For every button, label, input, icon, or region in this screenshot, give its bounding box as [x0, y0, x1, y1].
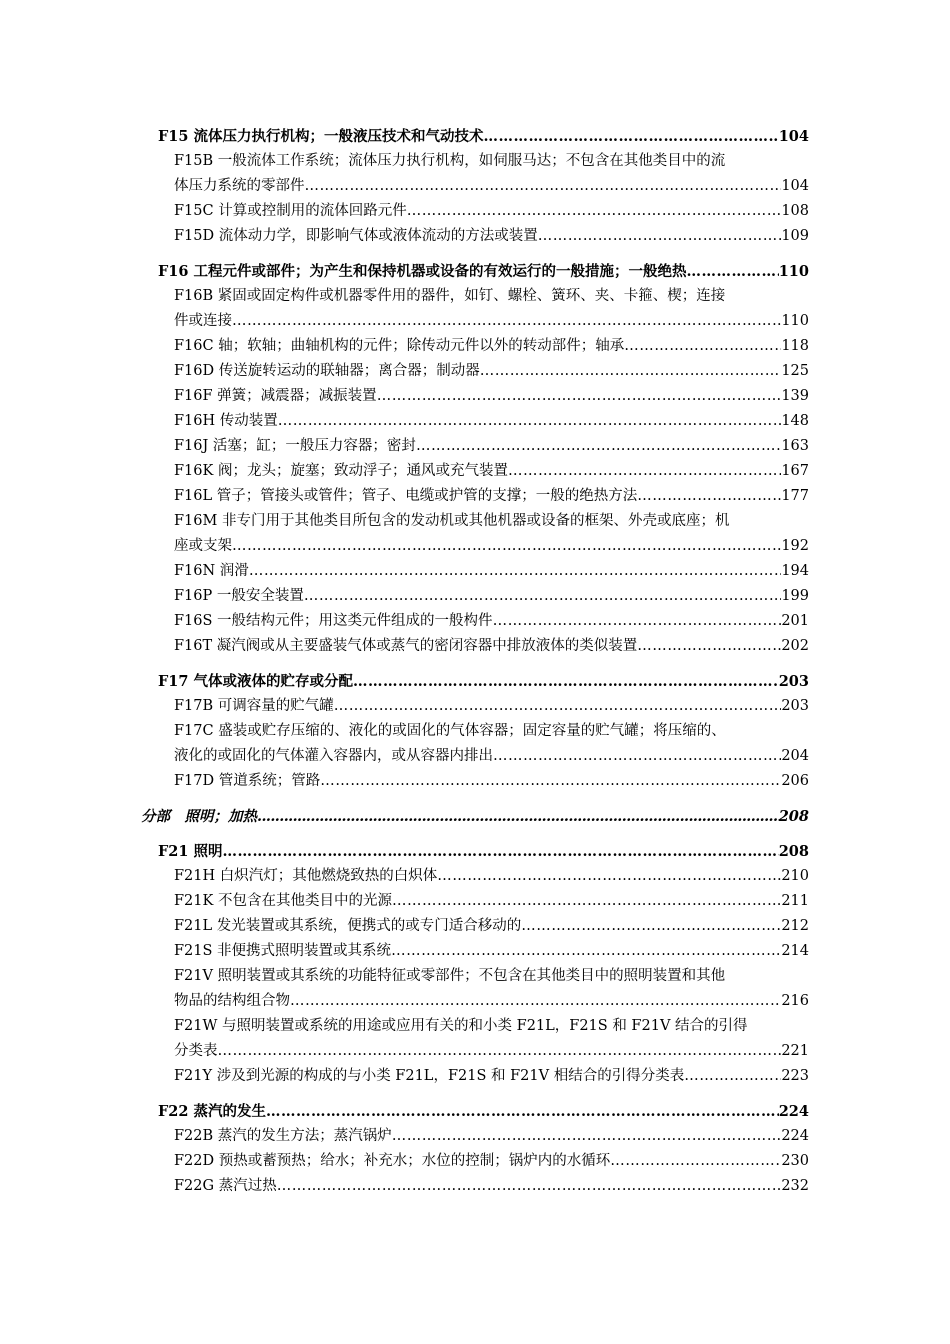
toc-title-line2: 液化的或固化的气体灌入容器内，或从容器内排出	[174, 748, 493, 764]
toc-entry-f21k[interactable]	[174, 889, 809, 914]
toc-page-number: 110	[778, 263, 809, 280]
toc-title-line2: 件或连接	[174, 313, 232, 329]
leader-dots	[684, 1064, 781, 1089]
toc-page-number: 139	[781, 388, 809, 404]
toc-title: F16 工程元件或部件；为产生和保持机器或设备的有效运行的一般措施；一般绝热	[158, 263, 687, 280]
toc-page-number: 221	[781, 1043, 809, 1059]
toc-entry-f17d[interactable]	[174, 769, 809, 794]
toc-entry-f22g[interactable]	[174, 1174, 809, 1199]
toc-page-number: 201	[781, 613, 809, 629]
toc-page-number: 163	[781, 438, 809, 454]
toc-title: F16F 弹簧；减震器；减振装置	[174, 388, 377, 404]
toc-title: F21Y 涉及到光源的构成的与小类 F21L，F21S 和 F21V 相结合的引得分类表	[174, 1068, 685, 1084]
toc-entry-f16s[interactable]	[174, 609, 809, 634]
leader-dots	[232, 309, 781, 334]
toc-page-number: 224	[781, 1128, 809, 1144]
toc-section-f17[interactable]	[158, 669, 809, 694]
toc-title: F16C 轴；软轴；曲轴机构的元件；除传动元件以外的转动部件；轴承	[174, 338, 625, 354]
leader-dots	[521, 914, 781, 939]
leader-dots	[637, 634, 781, 659]
toc-title-line2: 物品的结构组合物	[174, 993, 290, 1009]
toc-entry-f22d[interactable]	[174, 1149, 809, 1174]
leader-dots	[610, 1149, 781, 1174]
toc-entry-f21l[interactable]	[174, 914, 809, 939]
toc-entry-f21s[interactable]	[174, 939, 809, 964]
leader-dots	[377, 384, 782, 409]
leader-dots	[437, 864, 781, 889]
toc-title-line2: 体压力系统的零部件	[174, 178, 305, 194]
toc-entry-f21y[interactable]	[174, 1064, 809, 1089]
toc-page-number: 224	[778, 1103, 809, 1120]
toc-page-number: 210	[781, 868, 809, 884]
toc-title: F15D 流体动力学，即影响气体或液体流动的方法或装置	[174, 228, 538, 244]
toc-entry-f16l[interactable]	[174, 484, 809, 509]
toc-title-line1: F17C 盛装或贮存压缩的、液化的或固化的气体容器；固定容量的贮气罐；将压缩的、	[174, 723, 726, 739]
leader-dots	[484, 124, 779, 149]
toc-page-number: 148	[781, 413, 809, 429]
toc-title-line1: F21V 照明装置或其系统的功能特征或零部件；不包含在其他类目中的照明装置和其他	[174, 968, 726, 984]
toc-page-number: 230	[781, 1153, 809, 1169]
toc-title: F15 流体压力执行机构；一般液压技术和气动技术	[158, 128, 484, 145]
toc-entry-f15d[interactable]	[174, 224, 809, 249]
leader-dots	[218, 1039, 782, 1064]
toc-page-number: 216	[781, 993, 809, 1009]
leader-dots	[391, 939, 781, 964]
toc-page-number: 212	[781, 918, 809, 934]
toc-section-f21[interactable]	[158, 839, 809, 864]
leader-dots	[249, 559, 782, 584]
leader-dots	[407, 199, 782, 224]
toc-entry-f21w[interactable]	[174, 1014, 809, 1064]
toc-page-number: 232	[781, 1178, 809, 1194]
toc-entry-f16k[interactable]	[174, 459, 809, 484]
leader-dots	[353, 669, 779, 694]
leader-dots	[493, 609, 782, 634]
toc-entry-f17b[interactable]	[174, 694, 809, 719]
toc-page-number: 199	[781, 588, 809, 604]
leader-dots	[257, 804, 779, 829]
toc-title: F17D 管道系统；管路	[174, 773, 321, 789]
toc-title: F22B 蒸汽的发生方法；蒸汽锅炉	[174, 1128, 392, 1144]
toc-entry-f16c[interactable]	[174, 334, 809, 359]
toc-entry-f15c[interactable]	[174, 199, 809, 224]
table-of-contents	[0, 124, 950, 1199]
toc-title: F17B 可调容量的贮气罐	[174, 698, 334, 714]
leader-dots	[266, 1099, 779, 1124]
toc-title: F21 照明	[158, 843, 223, 860]
toc-title: F21H 白炽汽灯；其他燃烧致热的白炽体	[174, 868, 438, 884]
leader-dots	[304, 584, 781, 609]
toc-page-number: 125	[781, 363, 809, 379]
toc-part-title: 分部 照明；加热	[141, 808, 257, 825]
toc-entry-f21v[interactable]	[174, 964, 809, 1014]
toc-section-f16[interactable]	[158, 259, 809, 284]
toc-page-number: 104	[781, 178, 809, 194]
toc-page-number: 104	[778, 128, 809, 145]
toc-title: F16N 润滑	[174, 563, 249, 579]
leader-dots	[493, 744, 781, 769]
toc-title: F22 蒸汽的发生	[158, 1103, 267, 1120]
toc-entry-f16n[interactable]	[174, 559, 809, 584]
toc-title: F16T 凝汽阀或从主要盛装气体或蒸气的密闭容器中排放液体的类似装置	[174, 638, 638, 654]
leader-dots	[277, 1174, 782, 1199]
toc-entry-f16f[interactable]	[174, 384, 809, 409]
toc-title-line2: 座或支架	[174, 538, 232, 554]
toc-part-lighting-heating[interactable]	[141, 804, 809, 829]
leader-dots	[538, 224, 782, 249]
toc-title-line1: F16M 非专门用于其他类目所包含的发动机或其他机器或设备的框架、外壳或底座；机	[174, 513, 730, 529]
toc-entry-f16d[interactable]	[174, 359, 809, 384]
toc-title-line1: F15B 一般流体工作系统；流体压力执行机构，如伺服马达；不包含在其他类目中的流	[174, 153, 726, 169]
toc-title-line1: F21W 与照明装置或系统的用途或应用有关的和小类 F21L，F21S 和 F21V 结合的引得	[174, 1018, 748, 1034]
toc-entry-f16m[interactable]	[174, 509, 809, 559]
toc-title: F15C 计算或控制用的流体回路元件	[174, 203, 407, 219]
toc-page-number: 192	[781, 538, 809, 554]
leader-dots	[508, 459, 781, 484]
toc-title: F16P 一般安全装置	[174, 588, 304, 604]
toc-entry-f16j[interactable]	[174, 434, 809, 459]
toc-title: F16L 管子；管接头或管件；管子、电缆或护管的支撑；一般的绝热方法	[174, 488, 638, 504]
toc-title: F16K 阀；龙头；旋塞；致动浮子；通风或充气装置	[174, 463, 508, 479]
toc-entry-f16p[interactable]	[174, 584, 809, 609]
leader-dots	[392, 1124, 782, 1149]
toc-title: F22G 蒸汽过热	[174, 1178, 277, 1194]
leader-dots	[320, 769, 781, 794]
toc-page-number: 108	[781, 203, 809, 219]
toc-page-number: 214	[781, 943, 809, 959]
leader-dots	[480, 359, 782, 384]
leader-dots	[223, 839, 779, 864]
toc-entry-f16t[interactable]	[174, 634, 809, 659]
toc-page-number: 118	[781, 338, 809, 354]
leader-dots	[687, 259, 779, 284]
toc-page-number: 223	[781, 1068, 809, 1084]
toc-page-number: 110	[781, 313, 809, 329]
leader-dots	[416, 434, 781, 459]
toc-entry-f15b[interactable]	[174, 149, 809, 199]
toc-title: F16J 活塞；缸；一般压力容器；密封	[174, 438, 416, 454]
toc-title: F21L 发光装置或其系统，便携式的或专门适合移动的	[174, 918, 522, 934]
toc-title: F16D 传送旋转运动的联轴器；离合器；制动器	[174, 363, 480, 379]
leader-dots	[290, 989, 781, 1014]
toc-page-number: 167	[781, 463, 809, 479]
toc-entry-f22b[interactable]	[174, 1124, 809, 1149]
toc-page-number: 109	[781, 228, 809, 244]
leader-dots	[624, 334, 781, 359]
toc-title: F16H 传动装置	[174, 413, 278, 429]
toc-section-f15[interactable]	[158, 124, 809, 149]
leader-dots	[305, 174, 782, 199]
toc-title: F22D 预热或蓄预热；给水；补充水；水位的控制；锅炉内的水循环	[174, 1153, 611, 1169]
toc-page-number: 208	[778, 843, 809, 860]
toc-page-number: 211	[781, 893, 809, 909]
leader-dots	[232, 534, 781, 559]
toc-page-number: 177	[781, 488, 809, 504]
toc-title-line1: F16B 紧固或固定构件或机器零件用的器件，如钉、螺栓、簧环、夹、卡箍、楔；连接	[174, 288, 726, 304]
toc-page-number: 203	[781, 698, 809, 714]
toc-title: F21K 不包含在其他类目中的光源	[174, 893, 392, 909]
toc-title: F21S 非便携式照明装置或其系统	[174, 943, 392, 959]
toc-entry-f17c[interactable]	[174, 719, 809, 769]
leader-dots	[278, 409, 782, 434]
toc-page-number: 203	[778, 673, 809, 690]
toc-page-number: 206	[781, 773, 809, 789]
toc-title-line2: 分类表	[174, 1043, 218, 1059]
toc-title: F16S 一般结构元件；用这类元件组成的一般构件	[174, 613, 493, 629]
toc-title: F17 气体或液体的贮存或分配	[158, 673, 354, 690]
toc-page-number: 194	[781, 563, 809, 579]
toc-entry-f16b[interactable]	[174, 284, 809, 334]
toc-entry-f21h[interactable]	[174, 864, 809, 889]
toc-section-f22[interactable]	[158, 1099, 809, 1124]
toc-page-number: 204	[781, 748, 809, 764]
leader-dots	[392, 889, 781, 914]
toc-entry-f16h[interactable]	[174, 409, 809, 434]
leader-dots	[637, 484, 781, 509]
leader-dots	[334, 694, 782, 719]
toc-page-number: 208	[778, 808, 809, 825]
toc-page-number: 202	[781, 638, 809, 654]
